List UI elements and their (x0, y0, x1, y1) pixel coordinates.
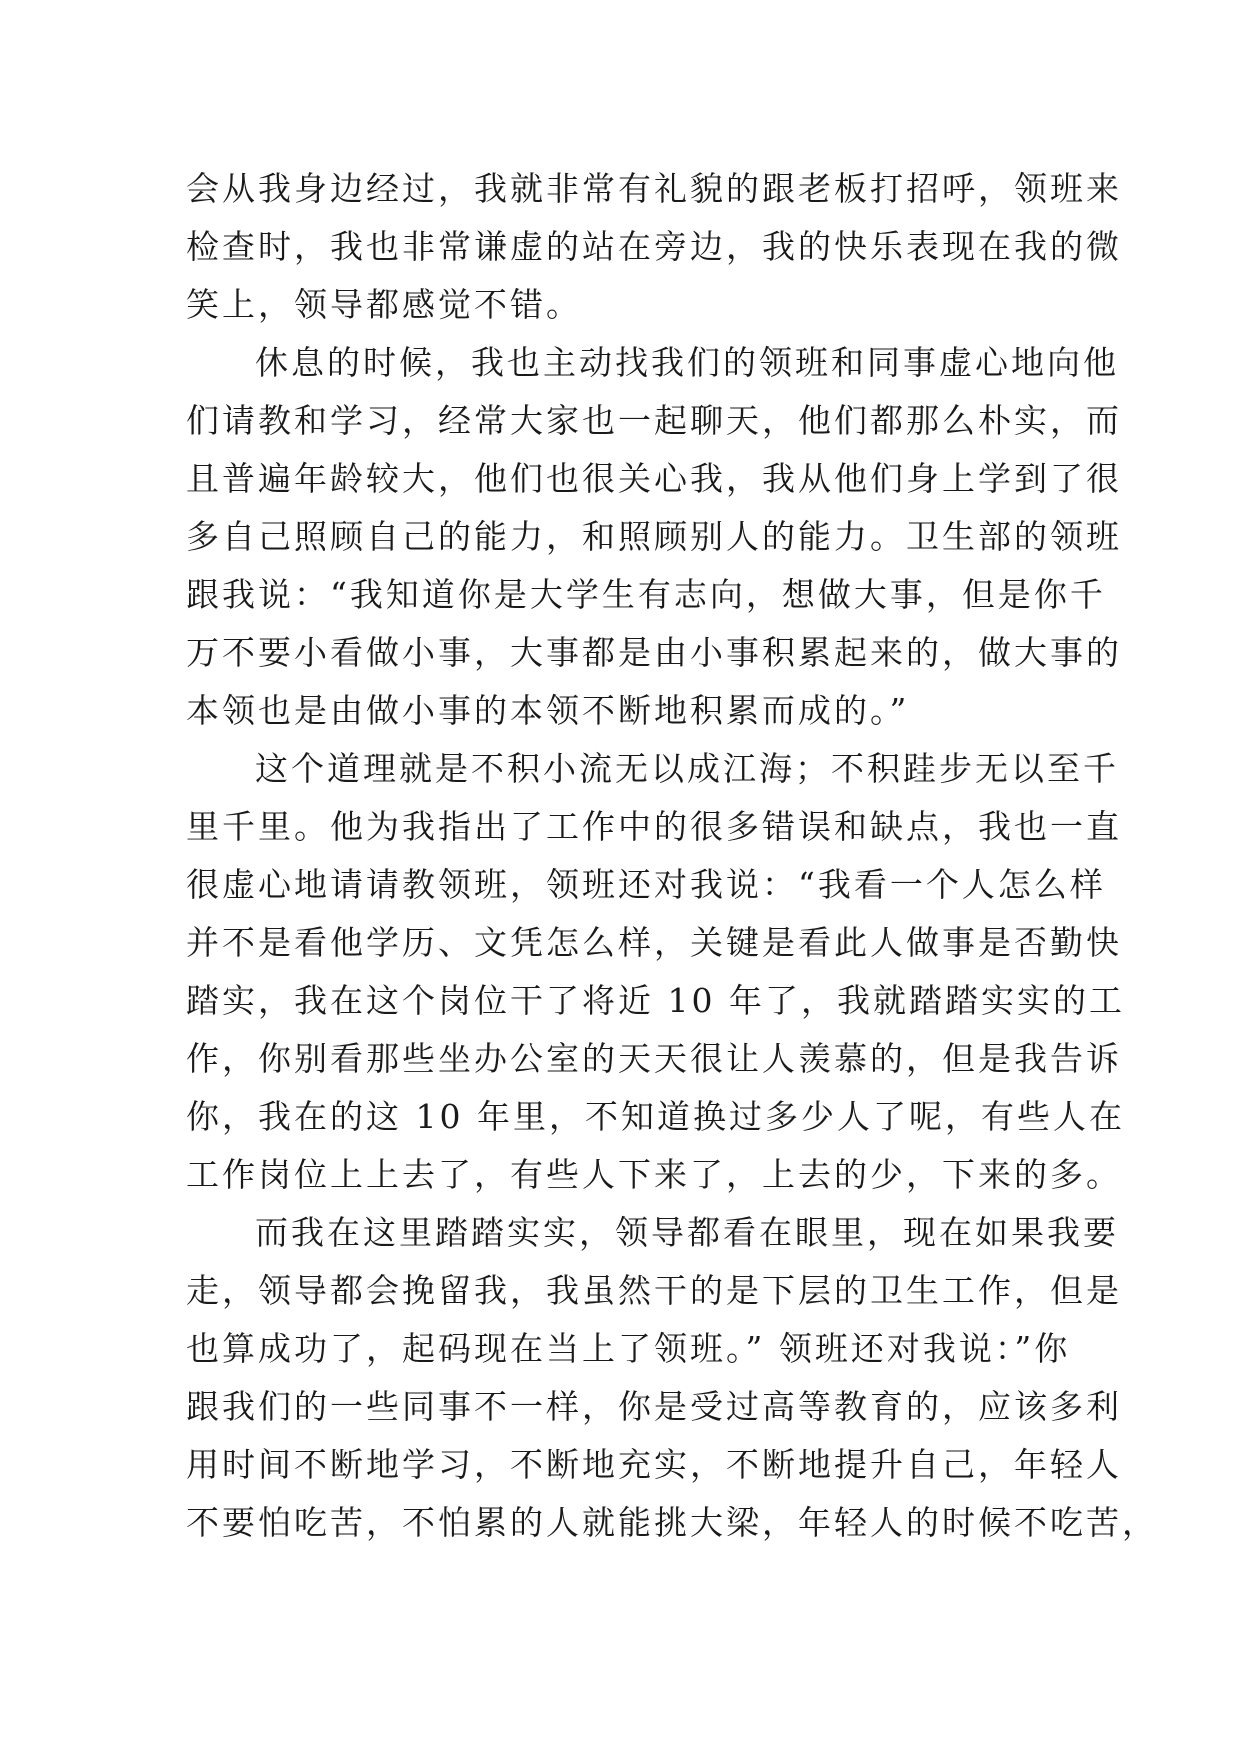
paragraph-first-line: 这个道理就是不积小流无以成江海；不积跬步无以至千 (255, 749, 1119, 788)
text-line: 很虚心地请请教领班，领班还对我说：“我看一个人怎么样 (186, 865, 1106, 904)
text-line: 工作岗位上上去了，有些人下来了，上去的少，下来的多。 (186, 1155, 1122, 1194)
text-line: 踏实，我在这个岗位干了将近 10 年了，我就踏踏实实的工 (186, 981, 1125, 1020)
text-line: 会从我身边经过，我就非常有礼貌的跟老板打招呼，领班来 (186, 169, 1122, 208)
text-line: 里千里。他为我指出了工作中的很多错误和缺点，我也一直 (186, 807, 1122, 846)
text-line: 并不是看他学历、文凭怎么样，关键是看此人做事是否勤快 (186, 923, 1122, 962)
paragraph-first-line: 而我在这里踏踏实实，领导都看在眼里，现在如果我要 (255, 1213, 1119, 1252)
text-line: 且普遍年龄较大，他们也很关心我，我从他们身上学到了很 (186, 459, 1122, 498)
text-line: 万不要小看做小事，大事都是由小事积累起来的，做大事的 (186, 633, 1122, 672)
text-line: 本领也是由做小事的本领不断地积累而成的。” (186, 691, 910, 730)
text-line: 笑上，领导都感觉不错。 (186, 285, 582, 324)
text-line: 多自己照顾自己的能力，和照顾别人的能力。卫生部的领班 (186, 517, 1122, 556)
text-line: 也算成功了，起码现在当上了领班。” 领班还对我说：”你 (186, 1329, 1071, 1368)
text-line: 跟我们的一些同事不一样，你是受过高等教育的，应该多利 (186, 1387, 1122, 1426)
text-line: 用时间不断地学习，不断地充实，不断地提升自己，年轻人 (186, 1445, 1122, 1484)
text-line: 你，我在的这 10 年里，不知道换过多少人了呢，有些人在 (186, 1097, 1125, 1136)
text-line: 走，领导都会挽留我，我虽然干的是下层的卫生工作，但是 (186, 1271, 1122, 1310)
paragraph-first-line: 休息的时候，我也主动找我们的领班和同事虚心地向他 (255, 343, 1119, 382)
text-line: 不要怕吃苦，不怕累的人就能挑大梁，年轻人的时候不吃苦， (186, 1503, 1158, 1542)
text-line: 作，你别看那些坐办公室的天天很让人羡慕的，但是我告诉 (186, 1039, 1122, 1078)
body-text (186, 160, 1158, 1552)
text-line: 们请教和学习，经常大家也一起聊天，他们都那么朴实，而 (186, 401, 1122, 440)
text-line: 检查时，我也非常谦虚的站在旁边，我的快乐表现在我的微 (186, 227, 1122, 266)
text-line: 跟我说：“我知道你是大学生有志向，想做大事，但是你千 (186, 575, 1106, 614)
